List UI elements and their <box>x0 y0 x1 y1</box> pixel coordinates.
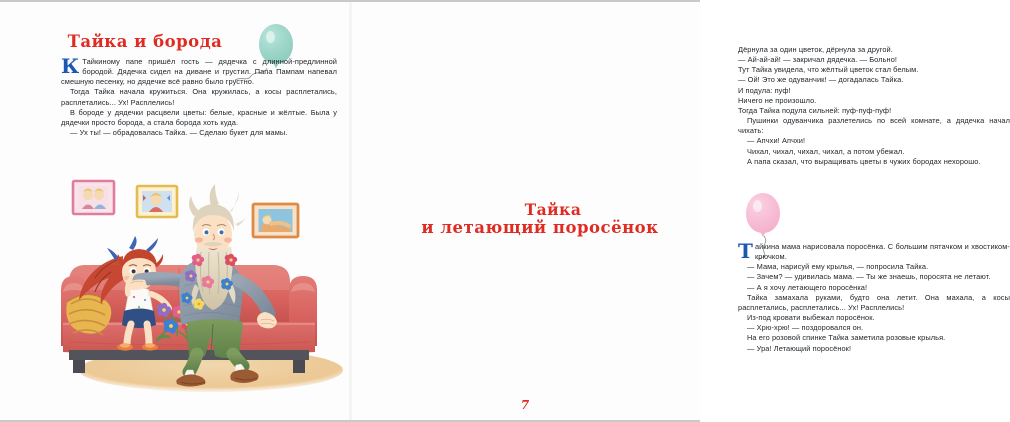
paragraph: — Ой! Это же одуванчик! — догадалась Тайка. <box>738 75 904 85</box>
story-1-body <box>61 54 337 138</box>
paragraph: — Хрю-хрю! — поздоровался он. <box>747 323 864 333</box>
story-2-body <box>738 239 1010 354</box>
right-page <box>350 2 1010 420</box>
paragraph: Тут Тайка увидела, что жёлтый цветок стал белым. <box>738 65 919 75</box>
balloon-bulb <box>746 193 780 233</box>
paragraph: Пушинки одуванчика разлетелись по всей комнате, а дядечка начал чихать: <box>738 116 1010 136</box>
pink-balloon <box>746 193 780 233</box>
paragraph: Тайка замахала руками, будто она летит. Она махала, а косы расплетались, расплетались... Ух! Расплелись! <box>738 292 1010 312</box>
paragraph: — Апчхи! Апчхи! <box>747 136 806 146</box>
paragraph: А папа сказал, что выращивать цветы в чужих бородах нехорошо. <box>747 156 981 166</box>
paragraph: В бороде у дядечки расцвели цветы: белые, красные и жёлтые. Была у дядечки просто борода, а стала борода хоть куда. <box>61 107 337 127</box>
paragraph: На его розовой спинке Тайка заметила розовые крылья. <box>747 333 946 343</box>
paragraph: Ничего не произошло. <box>738 95 817 105</box>
paragraph: — А я хочу летающего поросёнка! <box>747 282 868 292</box>
title-line-1: Тайка <box>524 200 582 219</box>
story-title-taika-i-boroda: Тайка и борода <box>67 32 223 51</box>
paragraph: — Ура! Летающий поросёнок! <box>747 343 852 353</box>
paragraph: И подула: пуф! <box>738 85 791 95</box>
paragraph-text: Тайкиному папе пришёл гость — дядечка с длинной-предлинной бородой. Дядечка сидел на диване и грустил. Папа Пампам напевал смешную песенку, но дядечке всё равно было грустно. <box>61 57 337 87</box>
left-page <box>0 2 350 420</box>
paragraph: — Зачем? — удивилась мама. — Ты же знаешь, поросята не летают. <box>747 272 991 282</box>
paragraph: Тогда Тайка начала кружиться. Она кружилась, а косы расплетались, расплетались... Ух! Расплелись! <box>61 87 337 107</box>
title-line-2: и летающий поросёнок <box>421 218 659 238</box>
paragraph <box>738 239 1010 263</box>
paragraph: Дёрнула за один цветок, дёрнула за другой. <box>738 45 893 54</box>
story-1-continuation <box>738 45 1010 167</box>
paragraph: Тогда Тайка подула сильней: пуф-пуф-пуф! <box>738 105 892 115</box>
story-title-taika-i-letayushchiy-porosenok <box>390 202 690 237</box>
dropcap-k: К <box>61 54 80 78</box>
paragraph: Чихал, чихал, чихал, чихал, а потом убежал. <box>747 146 905 156</box>
frame-pink-two-children <box>73 181 114 214</box>
paragraph: — Мама, нарисуй ему крылья, — попросила Тайка. <box>747 262 929 272</box>
frame-orange-reclining <box>253 204 298 237</box>
paragraph: — Ух ты! — обрадовалась Тайка. — Сделаю букет для мамы. <box>70 128 288 138</box>
frame-yellow-one-child <box>137 186 177 217</box>
paragraph-text: айкина мама нарисовала поросёнка. С большим пятачком и хвостиком-крючком. <box>754 242 1010 262</box>
illustration-girl-and-bearded-man <box>61 164 351 402</box>
paragraph: — Ай-ай-ай! — закричал дядечка. — Больно! <box>738 55 898 65</box>
paragraph <box>61 54 337 87</box>
paragraph: Из-под кровати выбежал поросёнок. <box>747 313 875 323</box>
balloon-highlight <box>266 31 275 43</box>
balloon-highlight <box>753 200 762 212</box>
dropcap-t: Т <box>738 239 753 263</box>
page-number: 7 <box>520 398 530 412</box>
